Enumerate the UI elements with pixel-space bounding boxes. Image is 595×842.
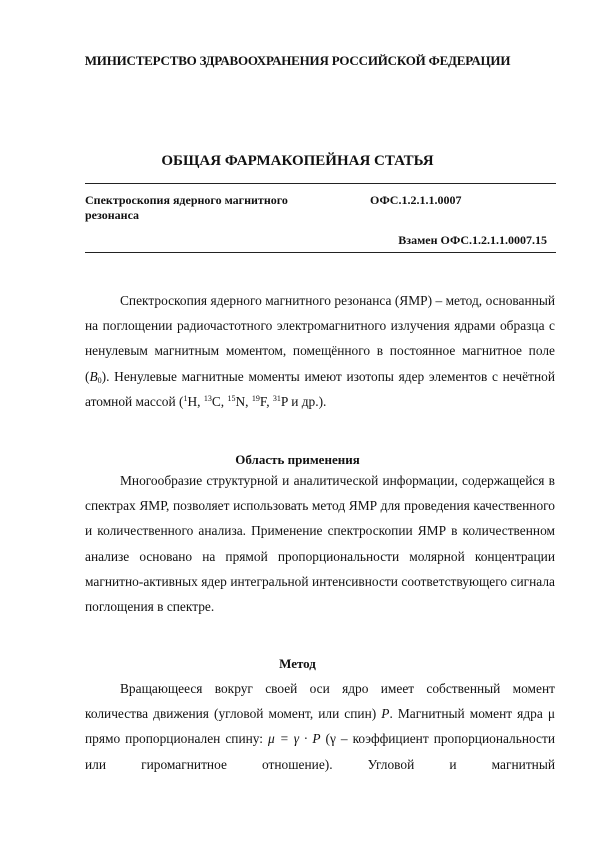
isotope-separator: и др.). <box>287 393 327 409</box>
article-name: Спектроскопия ядерного магнитного резонанса <box>85 193 288 222</box>
article-code: ОФС.1.2.1.1.0007 <box>370 193 462 207</box>
b0-symbol: B <box>89 368 98 384</box>
spin-formula: μ = γ · P <box>268 731 321 747</box>
scope-heading: Область применения <box>235 452 360 467</box>
method-text-c: (γ – коэффициент пропорциональности или гиромагнитное отношение). Угловой и магнитный <box>85 731 556 772</box>
isotope-mass: 13 <box>203 393 212 403</box>
isotope-mass: 31 <box>272 393 281 403</box>
isotope-mass: 15 <box>227 393 236 403</box>
intro-text-a: Спектроскопия ядерного магнитного резонанса (ЯМР) – метод, основанный на поглощении радиочастотного электромагнитного излучения ядрами образца с ненулевым магнитным моментом, помещённого в постоянное магнитное поле ( <box>85 293 555 384</box>
isotope-symbol: F <box>259 393 267 409</box>
ministry-header: МИНИСТЕРСТВО ЗДРАВООХРАНЕНИЯ РОССИЙСКОЙ ФЕДЕРАЦИИ <box>84 53 511 68</box>
b0-subscript: 0 <box>97 375 102 385</box>
method-text-b: . Магнитный момент ядра μ прямо пропорционален спину: <box>85 706 556 747</box>
method-text-a: Вращающееся вокруг своей оси ядро имеет собственный момент количества движения (угловой момент, или спин) <box>85 681 555 722</box>
method-paragraph <box>85 676 555 777</box>
isotope-symbol: P <box>280 393 288 409</box>
document-title: ОБЩАЯ ФАРМАКОПЕЙНАЯ СТАТЬЯ <box>161 153 434 169</box>
scope-text: Многообразие структурной и аналитической информации, содержащейся в спектрах ЯМР, позволяет использовать метод ЯМР для проведения качественного и количественного анализа. Применение спектроскопии ЯМР в количественном анализе основано на прямой пропорциональности молярной концентрации магнитно-активных ядер интегральной интенсивности соответствующего сигнала поглощения в спектре. <box>85 473 555 615</box>
isotope-separator: , <box>197 393 204 409</box>
top-rule <box>85 183 556 184</box>
scope-paragraph <box>85 468 555 619</box>
isotope-mass: 19 <box>251 393 260 403</box>
method-heading: Метод <box>279 656 316 671</box>
isotope-symbol: C <box>211 393 221 409</box>
intro-paragraph <box>85 288 555 414</box>
isotope-symbol: H <box>187 393 198 409</box>
intro-text-b: ). Ненулевые магнитные моменты имеют изотопы ядер элементов с нечётной атомной массой ( <box>85 368 555 409</box>
isotope-separator: , <box>245 393 252 409</box>
isotope-mass: 1 <box>183 393 188 403</box>
bottom-rule <box>85 252 556 253</box>
isotope-symbol: N <box>235 393 246 409</box>
isotope-separator: , <box>220 393 228 409</box>
p-symbol: P <box>381 706 390 722</box>
isotope-separator: , <box>266 393 273 409</box>
replaces-code: Взамен ОФС.1.2.1.1.0007.15 <box>398 233 547 247</box>
